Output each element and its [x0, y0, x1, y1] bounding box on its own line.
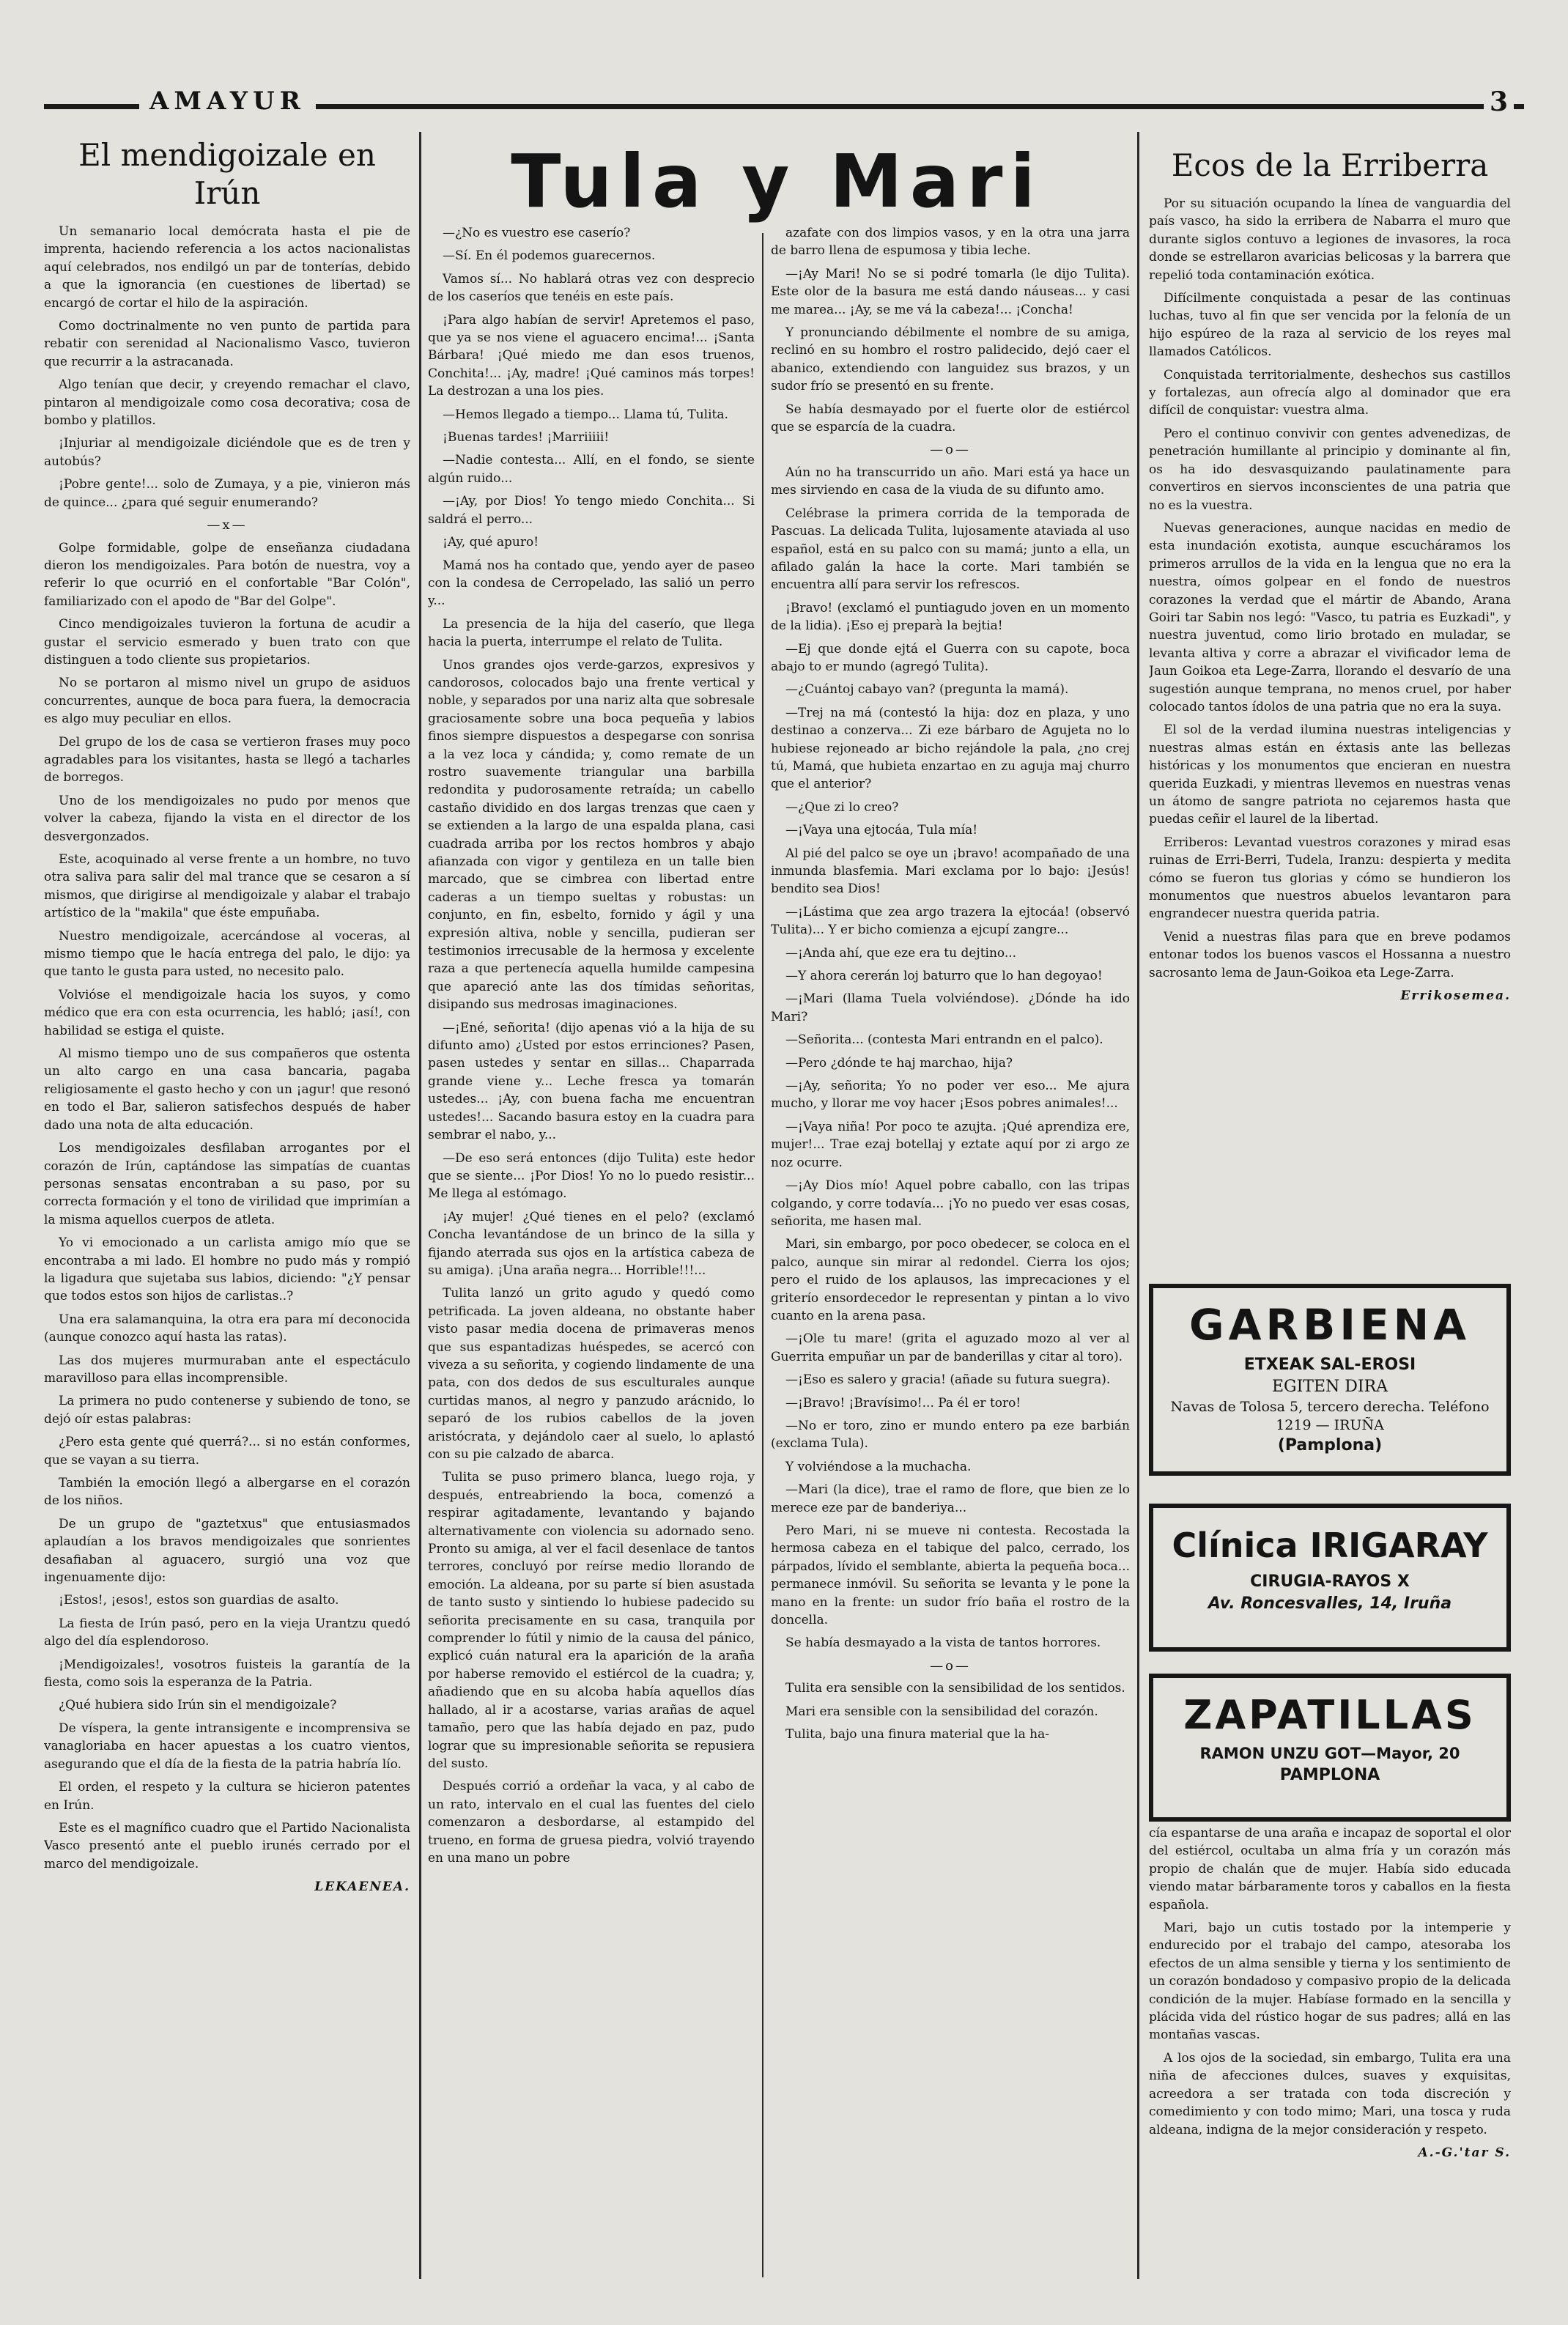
paragraph: Cinco mendigoizales tuvieron la fortuna de acudir a gustar el servicio esmerado y buen trato con que distinguen a todo cliente sus propietarios. — [44, 617, 410, 668]
paragraph: ¡Ay mujer! ¿Qué tienes en el pelo? (exclamó Concha levantándose de un brinco de la silla y fijando aterrada sus ojos en la artística cabeza de su amiga). ¡Una araña negra... Horrible!!!... — [428, 1209, 755, 1278]
paragraph: —¡Ay, señorita; Yo no poder ver eso... Me ajura mucho, y llorar me voy hacer ¡Esos pobres animales!... — [771, 1079, 1130, 1112]
paragraph: —¡Mari (llama Tuela volviéndose). ¿Dónde ha ido Mari? — [771, 991, 1130, 1024]
paragraph: Y pronunciando débilmente el nombre de su amiga, reclinó en su hombro el rostro palidecido, dejó caer el abanico, extendiendo con languidez sus brazos, y un sudor frío se presentó en su frente. — [771, 325, 1130, 394]
paragraph: —¡Ay, por Dios! Yo tengo miedo Conchita... Si saldrá el perro... — [428, 494, 755, 527]
paragraph: Mari, sin embargo, por poco obedecer, se coloca en el palco, aunque sin mirar al redondel. Cierra los ojos; pero el ruido de los aplausos, las imprecaciones y el griterío ensordecedor le representan y pintan a lo vivo cuanto en la arena pasa. — [771, 1237, 1130, 1323]
paragraph: —Y ahora cererán loj baturro que lo han degoyao! — [785, 969, 1103, 984]
paragraph: Un semanario local demócrata hasta el pie de imprenta, haciendo referencia a los actos nacionalistas aquí celebrados, nos endilgó un par de tonterías, debido a que la ignorancia (en cuestiones de libertad) se encargó de cortar el hilo de la aspiración. — [44, 224, 410, 311]
paragraph: Se había desmayado a la vista de tantos horrores. — [785, 1635, 1101, 1651]
paragraph: cía espantarse de una araña e incapaz de soportal el olor del estiércol, ocultaba un alma fría y un corazón más propio de chalán que de mujer. Había sido educada viendo matar bárbaramente toros y caballos en la fiesta española. — [1149, 1826, 1511, 1912]
ad-line: PAMPLONA — [1279, 1766, 1380, 1784]
paragraph: La primera no pudo contenerse y subiendo de tono, se dejó oír estas palabras: — [44, 1394, 410, 1427]
article-signature: LEKAENEA. — [314, 1879, 410, 1895]
ad-brand: Clínica IRIGARAY — [1172, 1526, 1488, 1565]
column-divider — [1137, 132, 1139, 2279]
paragraph: —¡Anda ahí, que eze era tu dejtino... — [785, 945, 1017, 961]
paragraph: ¡Para algo habían de servir! Apretemos el paso, que ya se nos viene el aguacero encima!... ¡Santa Bárbara! ¡Qué miedo me dan esos truenos, Conchita!... ¡Ay, madre! ¡Qué caminos más torpes! La destrozan a una los pies. — [428, 312, 755, 399]
paragraph: —¡Vaya niña! Por poco te azujta. ¡Qué aprendiza ere, mujer!... Trae ezaj botellaj y eztate aquí por zi argo ze noz ocurre. — [771, 1119, 1130, 1170]
paragraph: Uno de los mendigoizales no pudo por menos que volver la cabeza, fijando la vista en el director de los desvergonzados. — [44, 793, 410, 844]
column-divider — [762, 233, 763, 2277]
paragraph: Al mismo tiempo uno de sus compañeros que ostenta un alto cargo en una casa bancaria, pagaba religiosamente el gasto hecho y con un ¡agur! que resonó en todo el Bar, salieron satisfechos después de haber dado una nota de alta educación. — [44, 1046, 410, 1133]
paragraph: ¿Qué hubiera sido Irún sin el mendigoizale? — [59, 1698, 337, 1713]
paragraph: Del grupo de los de casa se vertieron frases muy poco agradables para los visitantes, hasta se llegó a tacharles de borregos. — [44, 734, 410, 786]
paragraph: Algo tenían que decir, y creyendo remachar el clavo, pintaron al mendigoizale como cosa decorativa; cosa de bombo y platillos. — [44, 377, 410, 429]
paragraph: —¡Ole tu mare! (grita el aguzado mozo al ver al Guerrita empuñar un par de banderillas y citar al toro). — [771, 1331, 1130, 1364]
paragraph: Conquistada territorialmente, deshechos sus castillos y fortalezas, aun ofrecía algo al dominador que era difícil de conquistar: vuestra alma. — [1149, 367, 1511, 418]
paragraph: —¿Cuántoj cabayo van? (pregunta la mamá). — [785, 682, 1069, 698]
paragraph: Por su situación ocupando la línea de vanguardia del país vasco, ha sido la erribera de Nabarra el muro que durante siglos contuvo a legiones de invasores, la roca donde se estrellaron avaricias belicosas y la barrera que repelió toda contaminación exótica. — [1149, 196, 1511, 283]
paragraph: Aún no ha transcurrido un año. Mari está ya hace un mes sirviendo en casa de la viuda de su difunto amo. — [771, 465, 1130, 498]
paragraph: —¡Ay Dios mío! Aquel pobre caballo, con las tripas colgando, y corre todavía... ¡Yo no puedo ver esas cosas, señorita, me hasen mal. — [771, 1178, 1130, 1229]
paragraph: —Mari (la dice), trae el ramo de flore, que bien ze lo merece eze par de banderiya... — [771, 1482, 1130, 1515]
paragraph: Pero el continuo convivir con gentes advenedizas, de penetración humillante al principio y dominante al fin, os ha ido desvasquizando paulatinamente para convertiros en siervos inconscientes de una patria que no es la vuestra. — [1149, 426, 1511, 513]
paragraph: Los mendigoizales desfilaban arrogantes por el corazón de Irún, captándose las simpatías de cuantas personas sensatas encontraban a su paso, por su correcta formación y el tono de virilidad que imprimían a la misma aquellos cuerpos de atleta. — [44, 1141, 410, 1227]
ad-line: Navas de Tolosa 5, tercero derecha. Teléfono 1219 — IRUÑA — [1170, 1399, 1490, 1433]
paragraph: A los ojos de la sociedad, sin embargo, Tulita era una niña de afecciones dulces, suaves y exquisitas, acreedora a ser tratada con toda discreción y comedimiento y con todo mimo; Mari, una tosca y ruda aldeana, indigna de la mejor consideración y respeto. — [1149, 2050, 1511, 2137]
section-separator: —x— — [207, 517, 248, 533]
paragraph: Mari era sensible con la sensibilidad del corazón. — [785, 1704, 1098, 1719]
serial-tula-y-mari-part2 — [771, 224, 1130, 2276]
paragraph: —¡Eso es salero y gracia! (añade su futura suegra). — [785, 1372, 1111, 1388]
serial-title: Tula y Mari — [511, 138, 1043, 224]
article-title: Ecos de la Erriberra — [1171, 147, 1489, 183]
paragraph: Nuestro mendigoizale, acercándose al voceras, al mismo tiempo que le hacía entrega del palo, le dijo: ya que tanto le gusta para usted, no necesito palo. — [44, 928, 410, 980]
paragraph: Mamá nos ha contado que, yendo ayer de paseo con la condesa de Cerropelado, las salió un perro y... — [428, 558, 755, 609]
paragraph: —Nadie contesta... Allí, en el fondo, se siente algún ruido... — [428, 453, 755, 486]
ad-line: (Pamplona) — [1277, 1436, 1383, 1454]
paragraph: —¡Ay Mari! No se si podré tomarla (le dijo Tulita). Este olor de la basura me está dando náuseas... y casi me marea... ¡Ay, se me vá la cabeza!... ¡Concha! — [771, 266, 1130, 317]
paragraph: El sol de la verdad ilumina nuestras inteligencias y nuestras almas están en éxtasis ante las bellezas históricas y los monumentos que encieran en nuestra querida Euzkadi, y mientras llevemos en nuestras venas un átomo de sangre patriota no cejaremos hasta que puedas ceñir el laurel de la libertad. — [1149, 722, 1511, 827]
paragraph: Unos grandes ojos verde-garzos, expresivos y candorosos, colocados bajo una frente vertical y noble, y separados por una nariz alta que sobresale graciosamente sobre una boca pequeña y labios finos siempre dispuestos a despegarse con sonrisa a la vez loca y cándida; y, como remate de un rostro suavemente triangular una barbilla redondita y pudorosamente retraída; un cabello castaño dividido en dos largas trenzas que caen y se extienden a la largo de una espalda plana, casi cuadrada arriba por los rectos hombros y abajo afianzada con vigor y gentileza en un talle bien marcado, que se cimbrea con libertad entre caderas a un tiempo sueltas y robustas: un conjunto, en fin, esbelto, fornido y ágil y una expresión altiva, noble y sencilla, pudieran ser testimonios irrecusable de la hermosa y excelente raza a que pertenecía aquella humilde campesina que apareció ante las dos tímidas señoritas, disipando sus medrosas imaginaciones. — [428, 657, 755, 1013]
paragraph: Tulita era sensible con la sensibilidad de los sentidos. — [785, 1681, 1125, 1696]
paragraph: —¿Que zi lo creo? — [785, 799, 899, 815]
paragraph: —Señorita... (contesta Mari entrandn en el palco). — [785, 1032, 1103, 1048]
paragraph: —¡Vaya una ejtocáa, Tula mía! — [785, 823, 978, 838]
paragraph: Volvióse el mendigoizale hacia los suyos, y como médico que era con esta ocurrencia, les habló; ¡así!, con habilidad se estiga el quiste. — [44, 987, 410, 1038]
article-title: El mendigoizale en Irún — [78, 137, 376, 211]
article-signature: Errikosemea. — [1400, 988, 1511, 1004]
paragraph: Una era salamanquina, la otra era para mí deconocida (aunque conozco aquí hasta las ratas). — [44, 1312, 410, 1345]
paragraph: ¡Buenas tardes! ¡Marriiiii! — [443, 430, 610, 446]
paragraph: Este, acoquinado al verse frente a un hombre, no tuvo otra saliva para salir del mal trance que se cesaron a sí mismos, que dirigirse al mendigoizale y alabar el trabajo artístico de la "makila" que éste empuñaba. — [44, 852, 410, 921]
ad-clinica-irigaray — [1149, 1504, 1511, 1652]
paragraph: ¡Injuriar al mendigoizale diciéndole que es de tren y autobús? — [44, 436, 410, 469]
paragraph: Tulita se puso primero blanca, luego roja, y después, entreabriendo la boca, comenzó a respirar agitadamente, levantando y bajando alternativamente con violencia su adornado seno. Pronto su amiga, al ver el facil desenlace de tantos terrores, concluyó por reírse medio llorando de emoción. La aldeana, por su parte sí bien asustada de tanto susto y sintiendo lo hubiese padecido su señorita precisamente en su casa, tranquila por comprender lo fútil y nimio de la causa del pánico, explicó cuán natural era la aparición de la araña por haberse removido el estiércol de la cuadra; y, añadiendo que en su alcoba había aquellos días hallado, al ir a acostarse, varias arañas de aquel tamaño, pero que las había dejado en paz, pudo lograr que su impresionable señorita se repusiera del susto. — [428, 1470, 755, 1771]
paragraph: Tulita, bajo una finura material que la ha- — [785, 1727, 1049, 1742]
ad-zapatillas — [1149, 1674, 1511, 1822]
ad-garbiena — [1149, 1284, 1511, 1476]
article-body — [44, 223, 410, 1896]
paragraph: Difícilmente conquistada a pesar de las continuas luchas, tuvo al fin que ser vencida por la felonía de un hijo espúreo de la raza al servicio de los reyes mal llamados Católicos. — [1149, 291, 1511, 360]
article-mendigoizale — [44, 136, 410, 2276]
page-number: 3 — [1484, 86, 1514, 117]
ad-line: CIRUGIA-RAYOS X — [1250, 1572, 1410, 1591]
paragraph: Vamos sí... No hablará otras vez con desprecio de los caseríos que tenéis en este país. — [428, 271, 755, 305]
newspaper-name: AMAYUR — [139, 86, 316, 116]
paragraph: —Ej que donde ejtá el Guerra con su capote, boca abajo to er mundo (agregó Tulita). — [771, 641, 1130, 674]
article-ecos-erriberra — [1149, 147, 1511, 1275]
ad-line: EGITEN DIRA — [1271, 1378, 1388, 1396]
paragraph: ¡Mendigoizales!, vosotros fuisteis la garantía de la fiesta, como sois la esperanza de la Patria. — [44, 1657, 410, 1690]
paragraph: De un grupo de "gaztetxus" que entusiasmados aplaudían a los bravos mendigoizales que sonrientes desafiaban al aguacero, surgió una voz que ingenuamente dijo: — [44, 1516, 410, 1586]
paragraph: El orden, el respeto y la cultura se hicieron patentes en Irún. — [44, 1780, 410, 1813]
paragraph: —Sí. En él podemos guarecernos. — [443, 248, 656, 264]
ad-line: RAMON UNZU GOT—Mayor, 20 — [1199, 1745, 1460, 1762]
paragraph: ¡Ay, qué apuro! — [443, 535, 539, 550]
paragraph: ¡Estos!, ¡esos!, estos son guardias de asalto. — [59, 1593, 339, 1608]
paragraph: Yo vi emocionado a un carlista amigo mío que se encontraba a mi lado. El hombre no pudo más y rompió la ligadura que sujetaba sus labios, diciendo: "¿Y pensar que todos estos son hijos de carlistas..? — [44, 1235, 410, 1304]
paragraph: —¡Ené, señorita! (dijo apenas vió a la hija de su difunto amo) ¿Usted por estos errinciones? Pasen, pasen ustedes y sentar en sillas... Chaparrada grande viene y... Leche fresca ya tomarán ustedes... ¡Ay, con buena facha me encuentran ustedes!... Sacando basura estoy en la cuadra para sembrar el nabo, y... — [428, 1020, 755, 1143]
paragraph: De víspera, la gente intransigente e incomprensiva se vanagloriaba en hacer apuestas a los cuatro vientos, asegurando que el día de la fiesta de la patria habría lío. — [44, 1720, 410, 1772]
paragraph: Tulita lanzó un grito agudo y quedó como petrificada. La joven aldeana, no obstante haber visto pasar media docena de primaveras menos que sus espantadizas huéspedes, se acercó con viveza a su señorita, y cogiendo lindamente de una pata, con dos dedos de sus esculturales aunque curtidas manos, al negro y panzudo arácnido, lo separó de los rubios cabellos de la joven aristócrata, y dejándolo caer al suelo, lo aplastó con su pie calzado de abarca. — [428, 1286, 755, 1462]
paragraph: Venid a nuestras filas para que en breve podamos entonar todos los buenos vascos el Hossanna a nuestro sacrosanto lema de Jaun-Goikoa eta Lege-Zarra. — [1149, 929, 1511, 980]
paragraph: Golpe formidable, golpe de enseñanza ciudadana dieron los mendigoizales. Para botón de nuestra, voy a referir lo que ocurrió en el confortable "Bar Colón", familiarizado con el apodo de "Bar del Golpe". — [44, 540, 410, 609]
column-divider — [419, 132, 421, 2279]
paragraph: Se había desmayado por el fuerte olor de estiércol que se esparcía de la cuadra. — [771, 402, 1130, 435]
paragraph: La presencia de la hija del caserío, que llega hacia la puerta, interrumpe el relato de Tulita. — [428, 616, 755, 650]
paragraph: —Hemos llegado a tiempo... Llama tú, Tulita. — [443, 407, 728, 422]
paragraph: —Trej na má (contestó la hija: doz en plaza, y uno destinao a conzerva... Zi eze bárbaro de Agujeta no lo hubiese rejoneado ar bicho rejándole la pala, ¿no crej tú, Mamá, que hubieta enzartao en zu aguja maj churro que el anterior? — [771, 705, 1130, 792]
serial-tula-y-mari-conclusion — [1149, 1825, 1511, 2279]
paragraph: Como doctrinalmente no ven punto de partida para rebatir con serenidad al Nacionalismo Vasco, tuvieron que recurrir a la astracanada. — [44, 319, 410, 369]
paragraph: Nuevas generaciones, aunque nacidas en medio de esta inundación exotista, aunque escucháramos los primeros arrullos de la vida en la lengua que no era la nuestra, oímos golpear en el fondo de nuestros corazones la verdad que el mártir de Abando, Arana Goiri tar Sabin nos legó: "Vasco, tu patria es Euzkadi", y nuestra juventud, como lirio brotado en muladar, se levanta altiva y corre a abrazar el vivificador lema de Jaun Goikoa eta Lege-Zarra, llorando el desvarío de una sugestión aunque temprana, no menos cruel, por haber colocado tantos ídolos de una patria que no era la suya. — [1149, 520, 1511, 714]
paragraph: Celébrase la primera corrida de la temporada de Pascuas. La delicada Tulita, lujosamente ataviada al uso español, está en su palco con su mamá; junto a ella, un afilado galán la hace la corte. Mari también se encuentra allí para servir los refrescos. — [771, 506, 1130, 593]
section-separator: —o— — [930, 1657, 971, 1674]
paragraph: Las dos mujeres murmuraban ante el espectáculo maravilloso para ellas incomprensible. — [44, 1353, 410, 1386]
paragraph: Erriberos: Levantad vuestros corazones y mirad esas ruinas de Erri-Berri, Tudela, Iranzu: despierta y medita cómo se fueron tus glorias y cómo se hundieron los monumentos que nuestros abuelos levantaron para engrandecer nuestra querida patria. — [1149, 835, 1511, 922]
ad-line: ETXEAK SAL-EROSI — [1243, 1356, 1416, 1374]
paragraph: Después corrió a ordeñar la vaca, y al cabo de un rato, intervalo en el cual las fuentes del cielo comenzaron a desbordarse, al estampido del trueno, en forma de gruesa piedra, volvió trayendo en una mano un pobre — [428, 1779, 755, 1866]
paragraph: —De eso será entonces (dijo Tulita) este hedor que se siente... ¡Por Dios! Yo no lo puedo resistir... Me llega al estómago. — [428, 1150, 755, 1202]
serial-tula-y-mari-part1 — [428, 224, 755, 2276]
paragraph: Y volviéndose a la muchacha. — [785, 1459, 972, 1474]
paragraph: Al pié del palco se oye un ¡bravo! acompañado de una inmunda blasfemia. Mari exclama por lo bajo: ¡Jesús! bendito sea Dios! — [771, 846, 1130, 897]
paragraph: ¡Pobre gente!... solo de Zumaya, y a pie, vinieron más de quince... ¿para qué seguir enumerando? — [44, 477, 410, 510]
paragraph: No se portaron al mismo nivel un grupo de asiduos concurrentes, aunque de boca para fuera, la democracia es algo muy peculiar en ellos. — [44, 676, 410, 727]
paragraph: azafate con dos limpios vasos, y en la otra una jarra de barro llena de espumosa y tibia leche. — [771, 226, 1130, 259]
paragraph: —No er toro, zino er mundo entero pa eze barbián (exclama Tula). — [771, 1418, 1130, 1452]
article-signature: A.-G.'tar S. — [1418, 2145, 1511, 2160]
paragraph: —¿No es vuestro ese caserío? — [443, 226, 631, 240]
paragraph: ¿Pero esta gente qué querrá?... si no están conformes, que se vayan a su tierra. — [44, 1435, 410, 1468]
paragraph: La fiesta de Irún pasó, pero en la vieja Urantzu quedó algo del día esplendoroso. — [44, 1616, 410, 1649]
masthead — [44, 86, 1524, 123]
ad-brand: ZAPATILLAS — [1183, 1692, 1476, 1738]
paragraph: Este es el magnífico cuadro que el Partido Nacionalista Vasco presentó ante el pueblo irunés cerrado por el marco del mendigoizale. — [44, 1820, 410, 1871]
paragraph: —¡Bravo! ¡Bravísimo!... Pa él er toro! — [785, 1395, 1021, 1411]
section-separator: —o— — [930, 442, 971, 458]
paragraph: ¡Bravo! (exclamó el puntiagudo joven en un momento de la lidia). ¡Eso ej preparà la bejtia! — [771, 600, 1130, 634]
paragraph: Mari, bajo un cutis tostado por la intemperie y endurecido por el trabajo del campo, atesoraba los efectos de un alma sensible y tierna y los sentimiento de un corazón bondadoso y compasivo propio de la delicada condición de la mujer. Habíase formado en la sencilla y plácida vida del rústico hogar de sus padres; allá en las montañas vascas. — [1149, 1921, 1511, 2043]
ad-line: Av. Roncesvalles, 14, Iruña — [1208, 1594, 1452, 1613]
ad-brand: GARBIENA — [1189, 1300, 1471, 1350]
paragraph: —¡Lástima que zea argo trazera la ejtocáa! (observó Tulita)... Y er bicho comienza a ejcupí zangre... — [771, 904, 1130, 938]
paragraph: También la emoción llegó a albergarse en el corazón de los niños. — [44, 1476, 410, 1509]
paragraph: —Pero ¿dónde te haj marchao, hija? — [785, 1055, 1013, 1071]
paragraph: Pero Mari, ni se mueve ni contesta. Recostada la hermosa cabeza en el tabique del palco, cerrado, los párpados, lívido el semblante, abierta la pequeña boca... permanece inmóvil. Su señorita se levanta y le pone la mano en la frente: un sudor frío baña el rostro de la doncella. — [771, 1523, 1130, 1628]
